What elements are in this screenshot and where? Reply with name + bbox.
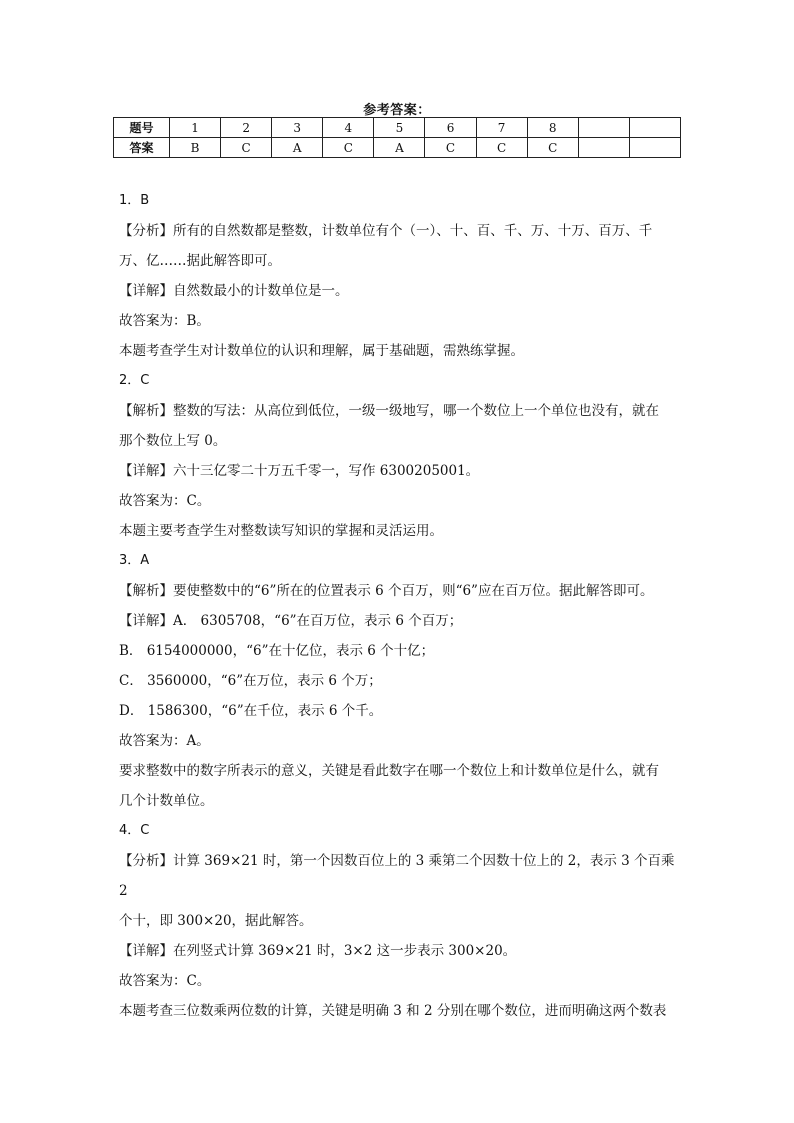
- answer-cell: C: [527, 138, 578, 158]
- answer-key-title: 参考答案：: [363, 103, 431, 118]
- explanation-line: C． 3560000，“6”在万位，表示 6 个万；: [119, 673, 382, 689]
- answer-cell: [578, 138, 629, 158]
- answer-cell: [629, 138, 680, 158]
- question-number-cell: 4: [323, 118, 374, 138]
- question-number-header: 题号: [114, 118, 170, 138]
- explanation-line: 【解析】整数的写法：从高位到低位，一级一级地写，哪一个数位上一个单位也没有，就在: [119, 403, 659, 419]
- answer-cell: B: [170, 138, 221, 158]
- answer-cell: A: [374, 138, 425, 158]
- question-answer-heading: 2．C: [119, 373, 150, 388]
- question-number-cell: 1: [170, 118, 221, 138]
- question-number-cell: 8: [527, 118, 578, 138]
- answer-cell: A: [272, 138, 323, 158]
- explanation-line: 本题考查三位数乘两位数的计算，关键是明确 3 和 2 分别在哪个数位，进而明确这两个数表: [119, 1003, 667, 1019]
- explanation-line: 几个计数单位。: [119, 793, 214, 809]
- answer-row: [114, 138, 681, 158]
- answer-header: 答案: [114, 138, 170, 158]
- answer-cell: C: [425, 138, 476, 158]
- question-number-cell: [578, 118, 629, 138]
- explanation-line: D． 1586300，“6”在千位，表示 6 个千。: [119, 703, 383, 719]
- question-number-cell: 3: [272, 118, 323, 138]
- explanation-line: B． 6154000000，“6”在十亿位，表示 6 个十亿；: [119, 643, 435, 659]
- explanation-line: 【解析】要使整数中的“6”所在的位置表示 6 个百万，则“6”应在百万位。据此解答即可。: [119, 583, 654, 599]
- answer-cell: C: [221, 138, 272, 158]
- explanation-line: 本题考查学生对计数单位的认识和理解，属于基础题，需熟练掌握。: [119, 343, 524, 359]
- explanation-line: 故答案为：C。: [119, 493, 211, 509]
- explanation-line: 【分析】计算 369×21 时，第一个因数百位上的 3 乘第二个因数十位上的 2，表示 3 个百乘 2: [119, 853, 675, 899]
- explanation-line: 那个数位上写 0。: [119, 433, 227, 449]
- question-number-cell: 7: [476, 118, 527, 138]
- question-number-cell: [629, 118, 680, 138]
- explanation-line: 本题主要考查学生对整数读写知识的掌握和灵活运用。: [119, 523, 443, 539]
- question-answer-heading: 4．C: [119, 823, 150, 838]
- question-answer-heading: 3．A: [119, 553, 150, 568]
- explanation-body: [119, 186, 679, 1026]
- explanation-line: 万、亿……据此解答即可。: [119, 253, 281, 269]
- explanation-line: 【详解】在列竖式计算 369×21 时，3×2 这一步表示 300×20。: [119, 943, 517, 959]
- question-answer-heading: 1．B: [119, 193, 150, 208]
- answer-cell: C: [323, 138, 374, 158]
- question-number-cell: 2: [221, 118, 272, 138]
- explanation-line: 故答案为：A。: [119, 733, 210, 749]
- explanation-line: 要求整数中的数字所表示的意义，关键是看此数字在哪一个数位上和计数单位是什么，就有: [119, 763, 659, 779]
- answer-table: [113, 117, 681, 158]
- question-number-cell: 6: [425, 118, 476, 138]
- answer-cell: C: [476, 138, 527, 158]
- question-number-cell: 5: [374, 118, 425, 138]
- explanation-line: 【详解】自然数最小的计数单位是一。: [119, 283, 349, 299]
- explanation-line: 【详解】六十三亿零二十万五千零一，写作 6300205001。: [119, 463, 480, 479]
- explanation-line: 【详解】A． 6305708，“6”在百万位，表示 6 个百万；: [119, 613, 463, 629]
- explanation-line: 故答案为：B。: [119, 313, 210, 329]
- explanation-line: 个十，即 300×20，据此解答。: [119, 913, 313, 929]
- explanation-line: 故答案为：C。: [119, 973, 211, 989]
- question-number-row: [114, 118, 681, 138]
- explanation-line: 【分析】所有的自然数都是整数，计数单位有个（一）、十、百、千、万、十万、百万、千: [119, 223, 653, 239]
